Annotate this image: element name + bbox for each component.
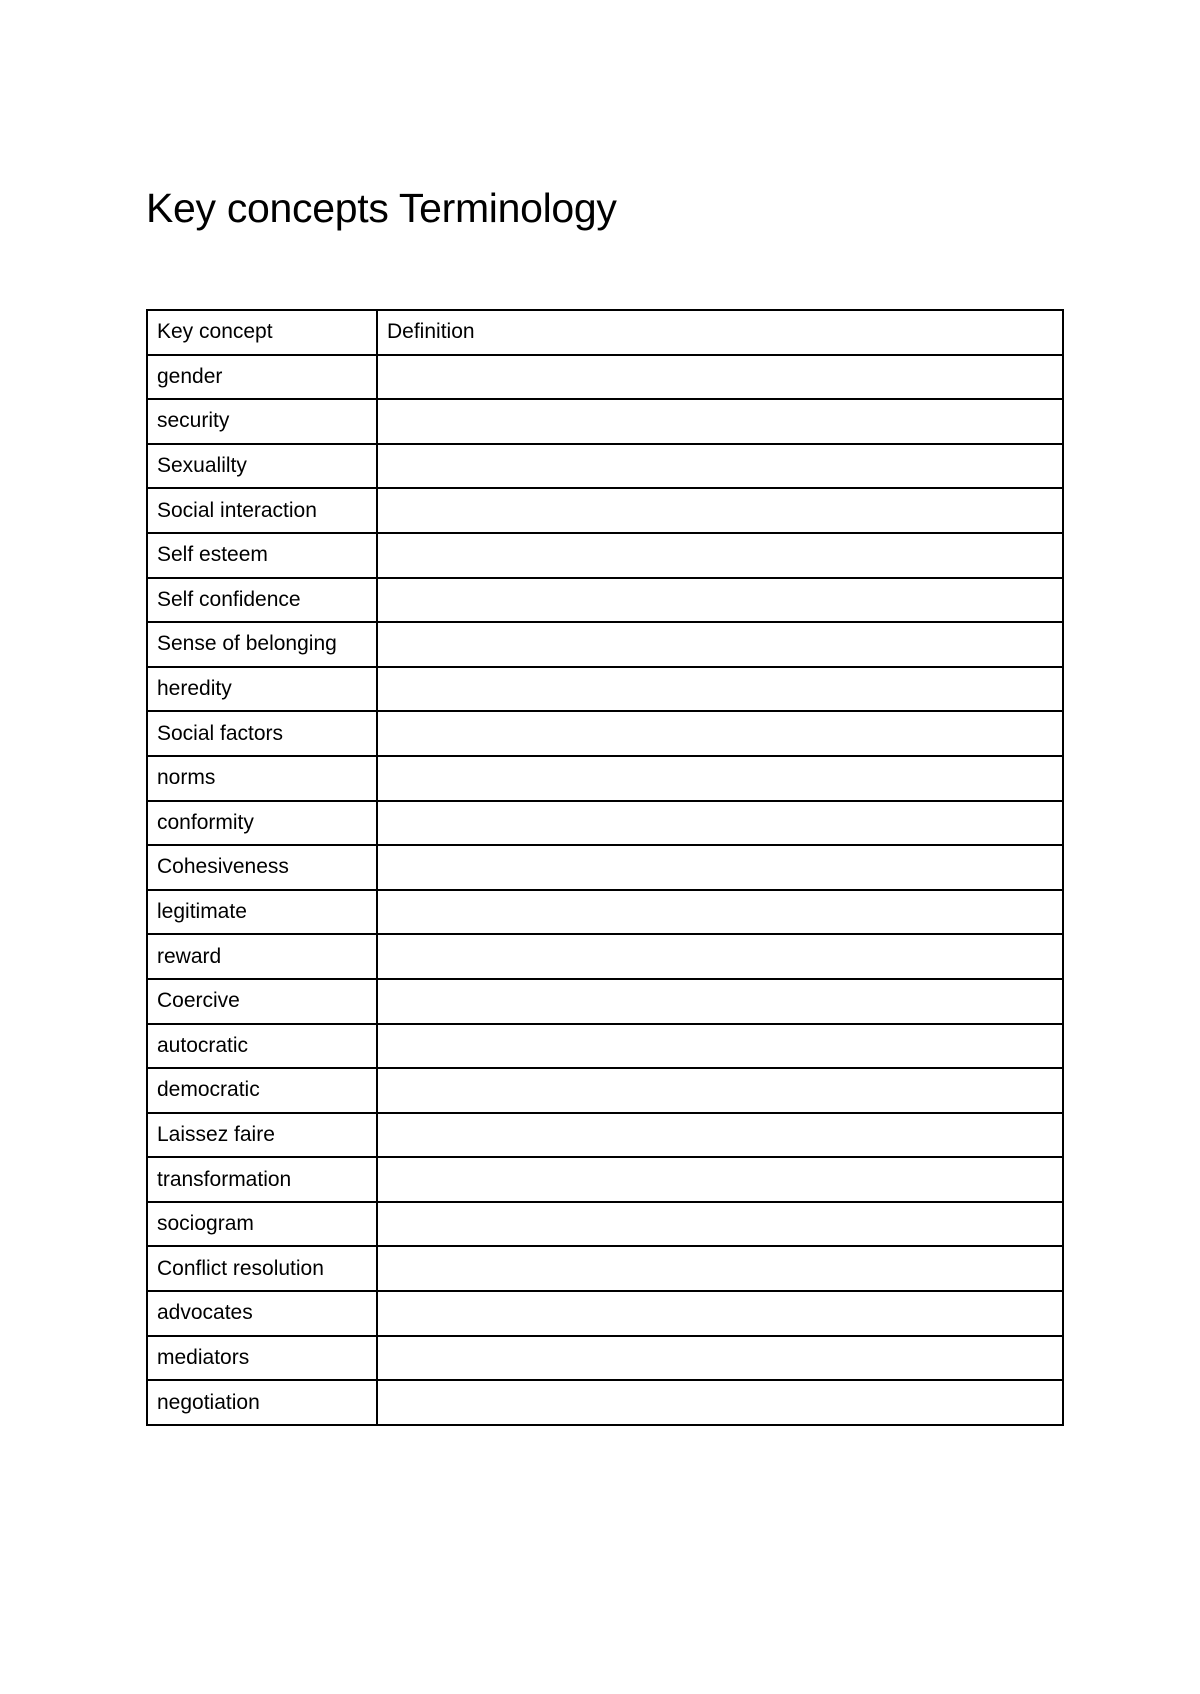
definition-cell[interactable] [377,1202,1063,1247]
definition-cell[interactable] [377,1336,1063,1381]
definition-cell[interactable] [377,488,1063,533]
key-concept-cell: mediators [147,1336,377,1381]
table-row [147,444,1063,489]
definition-cell[interactable] [377,1068,1063,1113]
key-concept-cell: autocratic [147,1024,377,1069]
table-row [147,934,1063,979]
key-concept-cell: reward [147,934,377,979]
key-concept-cell: conformity [147,801,377,846]
table-row [147,1068,1063,1113]
key-concept-cell: transformation [147,1157,377,1202]
table-row [147,845,1063,890]
definition-cell[interactable] [377,667,1063,712]
table-row [147,1380,1063,1425]
table-row [147,711,1063,756]
table-row [147,1246,1063,1291]
definition-cell[interactable] [377,979,1063,1024]
key-concept-cell: democratic [147,1068,377,1113]
column-header-definition: Definition [377,310,1063,355]
definition-cell[interactable] [377,1157,1063,1202]
definition-cell[interactable] [377,1024,1063,1069]
table-header-row [147,310,1063,355]
key-concept-cell: Conflict resolution [147,1246,377,1291]
table-row [147,1202,1063,1247]
definition-cell[interactable] [377,578,1063,623]
definition-cell[interactable] [377,845,1063,890]
table-row [147,801,1063,846]
key-concept-cell: Social factors [147,711,377,756]
key-concept-cell: legitimate [147,890,377,935]
definition-cell[interactable] [377,444,1063,489]
table-row [147,667,1063,712]
terminology-table [146,309,1064,1426]
definition-cell[interactable] [377,355,1063,400]
key-concept-cell: Self confidence [147,578,377,623]
key-concept-cell: Sense of belonging [147,622,377,667]
table-row [147,1291,1063,1336]
key-concept-cell: gender [147,355,377,400]
definition-cell[interactable] [377,399,1063,444]
column-header-key-concept: Key concept [147,310,377,355]
definition-cell[interactable] [377,801,1063,846]
table-row [147,756,1063,801]
definition-cell[interactable] [377,1246,1063,1291]
key-concept-cell: Coercive [147,979,377,1024]
table-row [147,355,1063,400]
key-concept-cell: Laissez faire [147,1113,377,1158]
table-row [147,578,1063,623]
key-concept-cell: norms [147,756,377,801]
key-concept-cell: Social interaction [147,488,377,533]
table-row [147,533,1063,578]
key-concept-cell: Sexualilty [147,444,377,489]
definition-cell[interactable] [377,711,1063,756]
table-row [147,1336,1063,1381]
definition-cell[interactable] [377,934,1063,979]
table-body [147,355,1063,1425]
definition-cell[interactable] [377,1380,1063,1425]
definition-cell[interactable] [377,533,1063,578]
key-concept-cell: Cohesiveness [147,845,377,890]
table-row [147,890,1063,935]
table-row [147,622,1063,667]
table-row [147,979,1063,1024]
table-row [147,1157,1063,1202]
table-row [147,488,1063,533]
definition-cell[interactable] [377,1291,1063,1336]
table-row [147,1024,1063,1069]
key-concept-cell: heredity [147,667,377,712]
key-concept-cell: negotiation [147,1380,377,1425]
key-concept-cell: security [147,399,377,444]
page-title: Key concepts Terminology [146,185,617,231]
key-concept-cell: advocates [147,1291,377,1336]
table-row [147,399,1063,444]
key-concept-cell: sociogram [147,1202,377,1247]
definition-cell[interactable] [377,890,1063,935]
table-row [147,1113,1063,1158]
key-concept-cell: Self esteem [147,533,377,578]
definition-cell[interactable] [377,756,1063,801]
definition-cell[interactable] [377,1113,1063,1158]
definition-cell[interactable] [377,622,1063,667]
